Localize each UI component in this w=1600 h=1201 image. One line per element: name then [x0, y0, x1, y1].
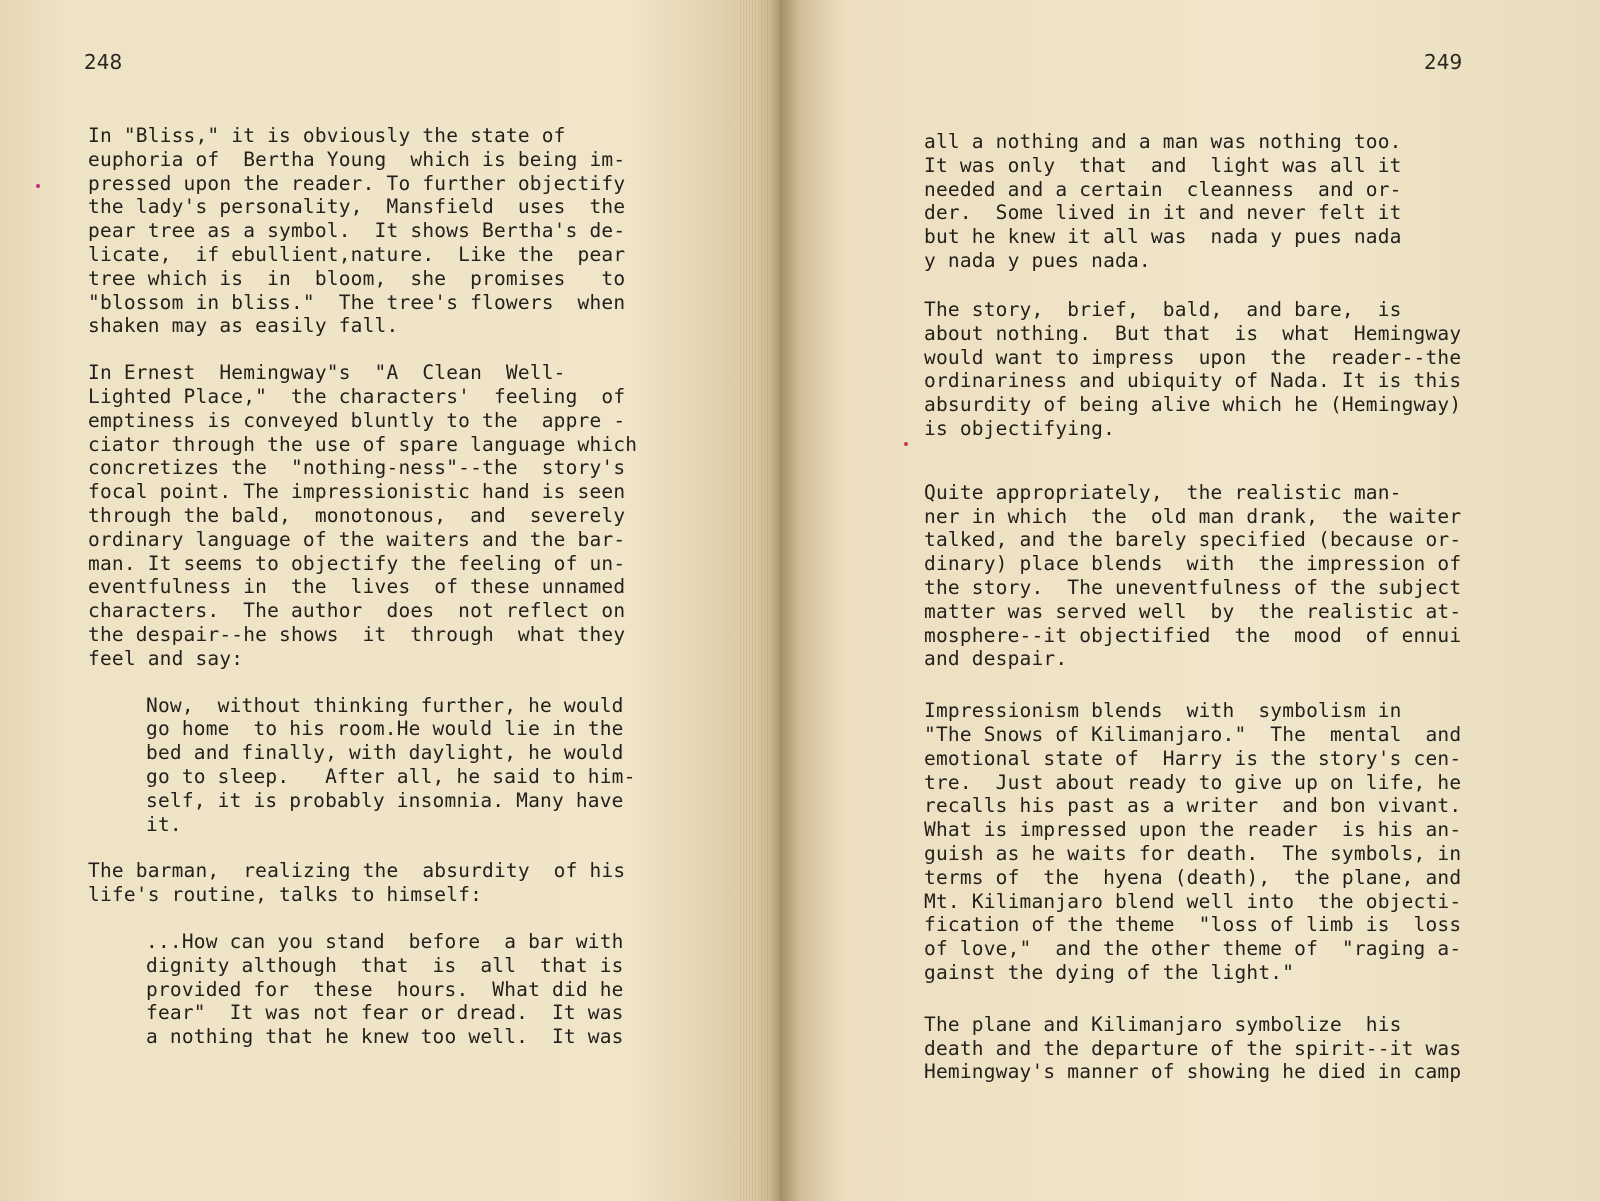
- paragraph-story-nothing: The story, brief, bald, and bare, is about nothing. But that is what Hemingway would want to impress upon the reader--the ordinariness and ubiquity of Nada. It is this absurdity of being alive which he (Hemingway) is objectifying.: [924, 298, 1462, 440]
- right-page: [780, 0, 1600, 1201]
- paragraph-appropriately: Quite appropriately, the realistic man- ner in which the old man drank, the waiter talked, and the barely specified (because or- dinary) place blends with the impression of the story. The uneventfulness of the subject matter was served well by the realistic at- mosphere--it objectified the mood of ennui and despair.: [924, 480, 1462, 671]
- paragraph-hemingway-clean: In Ernest Hemingway"s "A Clean Well- Lighted Place," the characters' feeling of emptiness is conveyed bluntly to the appre - ciator through the use of spare language which concretizes the "nothing-ness"--the story's focal point. The impressionistic hand is seen through the bald, monotonous, and severely ordinary language of the waiters and the bar- man. It seems to objectify the feeling of un- eventfulness in the lives of these unnamed characters. The author does not reflect on the despair--he shows it through what they feel and say:: [88, 361, 638, 670]
- paragraph-kilimanjaro: Impressionism blends with symbolism in "The Snows of Kilimanjaro." The mental and emotional state of Harry is the story's cen- tre. Just about ready to give up on life, he recalls his past as a writer and bon vivant. What is impressed upon the reader is his an- guish as he waits for death. The symbols, in terms of the hyena (death), the plane, and Mt. Kilimanjaro blend well into the objecti- fication of the theme "loss of limb is loss of love," and the other theme of "raging a- gainst the dying of the light.": [924, 699, 1462, 984]
- page-number-left: 248: [84, 50, 123, 74]
- block-quote-room: Now, without thinking further, he would go home to his room.He would lie in the bed and finally, with daylight, he would go to sleep. After all, he said to him- self, it is probably insomnia. Many have it.: [146, 693, 636, 836]
- left-page: [0, 0, 790, 1201]
- right-column: [924, 298, 1461, 1084]
- right-column-quote: [924, 130, 1402, 273]
- paragraph-bliss: In "Bliss," it is obviously the state of euphoria of Bertha Young which is being im- pressed upon the reader. To further objectify the lady's personality, Mansfield uses the pear tree as a symbol. It shows Bertha's de- licate, if ebullient,nature. Like the pear tree which is in bloom, she promises to "blossom in bliss." The tree's flowers when shaken may as easily fall.: [88, 124, 626, 338]
- block-quote-bar: ...How can you stand before a bar with dignity although that is all that is provided for these hours. What did he fear" It was not fear or dread. It was a nothing that he knew too well. It was: [146, 929, 624, 1049]
- paragraph-barman: The barman, realizing the absurdity of his life's routine, talks to himself:: [88, 859, 626, 907]
- ink-mark: [904, 442, 908, 446]
- page-number-right: 249: [1424, 50, 1463, 74]
- paragraph-plane: The plane and Kilimanjaro symbolize his death and the departure of the spirit--it was Hemingway's manner of showing he died in camp: [924, 1012, 1462, 1084]
- ink-mark: [36, 184, 40, 188]
- block-quote-nada: all a nothing and a man was nothing too. It was only that and light was all it needed and a certain cleanness and or- der. Some lived in it and never felt it but he knew it all was nada y pues nada y nada y pues nada.: [924, 130, 1402, 272]
- left-column: [88, 124, 637, 1049]
- page-edge: [740, 0, 770, 1201]
